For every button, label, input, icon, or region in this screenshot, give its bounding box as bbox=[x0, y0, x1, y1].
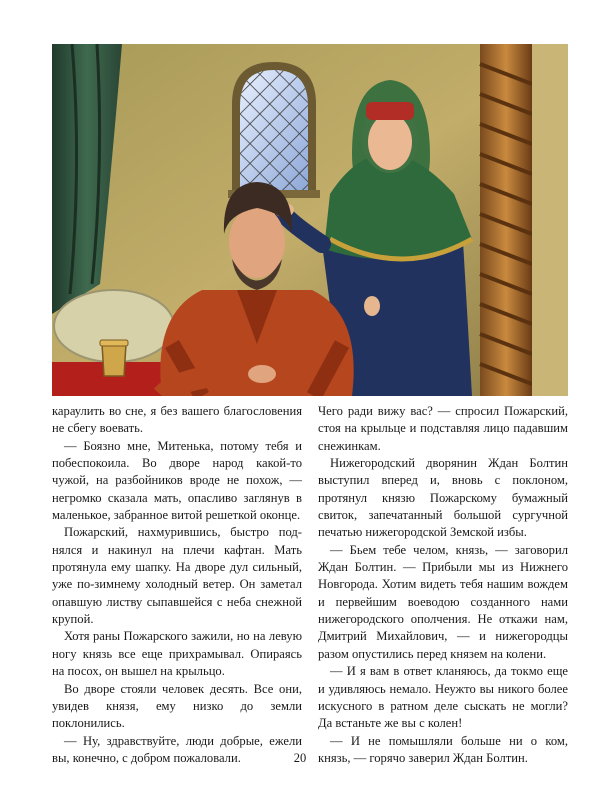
page-number: 20 bbox=[293, 751, 307, 765]
right-column bbox=[318, 403, 568, 765]
paragraph: Чего ради вижу вас? — спросил Пожарский, стоя на крыльце и подставляя лицо падавшим снежинкам. bbox=[318, 404, 568, 453]
cup bbox=[100, 340, 128, 376]
paragraph: — Ну, здравствуйте, люди добрые, ежели вы, конечно, с добром пожаловали. bbox=[52, 733, 302, 765]
paragraph: — И не помышляли больше ни о ком, князь, — горячо заверил Ждан Болтин. bbox=[318, 733, 568, 765]
paragraph: Во дворе стояли человек десять. Все они, увидев князя, ему низко до земли поклонились. bbox=[52, 681, 302, 731]
paragraph: Нижегородский дворянин Ждан Болтин выступил вперед и, вновь с поклоном, протянул князю Пожарскому бумажный свиток, запечатанный большой сургучной печатью нижегородской Земской избы. bbox=[318, 456, 568, 540]
window bbox=[228, 62, 320, 198]
paragraph: — И я вам в ответ кланяюсь, да токмо еще и удивляюсь немало. Неужто вы никого более искусного в ратном деле сыскать не могли? Да встаньте же вы с колен! bbox=[318, 664, 568, 731]
illustration-drawing bbox=[52, 44, 568, 396]
carved-pillar bbox=[480, 44, 568, 396]
paragraph: — Боязно мне, Митенька, потому тебя и побеспокоила. Во дворе народ какой-то чужой, на разбойников вроде не похож, — негромко сказала мать, опасливо заглянув в маленькое, забранное витой решеткой оконце. bbox=[52, 438, 302, 523]
paragraph: Хотя раны Пожарского зажили, но на левую ногу князь все еще прихрамывал. Опираясь на посох, он вышел на крыльцо. bbox=[52, 629, 302, 679]
paragraph: караулить во сне, я без вашего благословения не сбегу воевать. bbox=[52, 404, 302, 436]
paragraph: — Бьем тебе челом, князь, — заговорил Ждан Болтин. — Прибыли мы из Нижнего Новгорода. Хотим видеть тебя нашим вождем и первейшим воеводою созданного нами нижегородского ополчения. Не откажи нам, Дмитрий Михайлович, — и нижегородцы разом опустились перед князем на колени. bbox=[318, 542, 568, 661]
illustration bbox=[52, 44, 568, 396]
paragraph: Пожарский, нахмурившись, быстро поднялся и накинул на плечи кафтан. Мать протянула ему шапку. На дворе дул сильный, уже по-зимнему холодный ветер. Он заметал опавшую листву сыпавшейся с неба снежной крупой. bbox=[52, 525, 302, 627]
